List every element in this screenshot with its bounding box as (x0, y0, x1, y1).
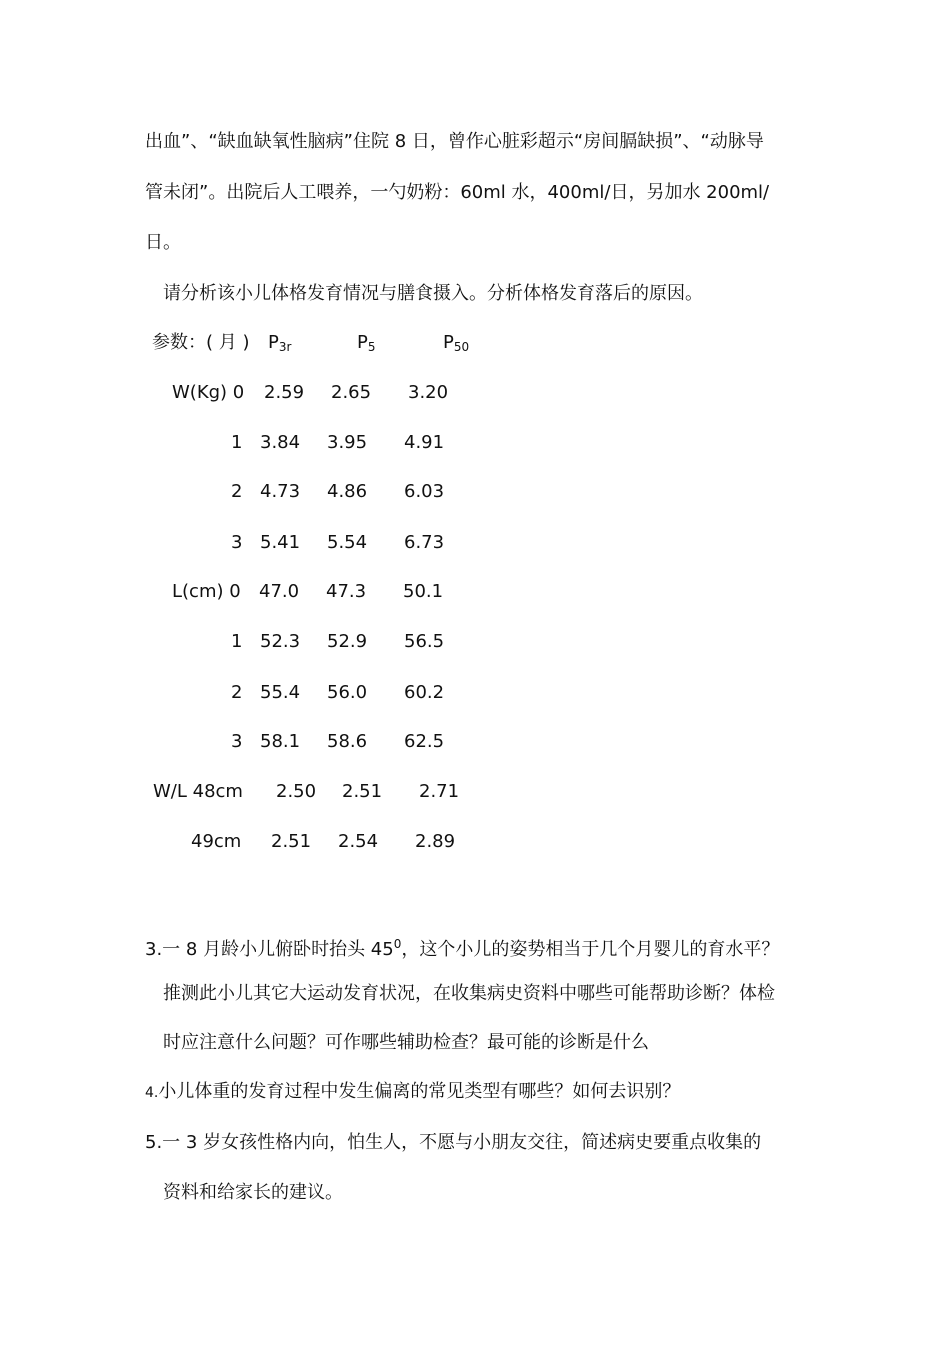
row-p5: 47.3 (326, 581, 367, 602)
row-p5: 58.6 (327, 731, 368, 752)
row-p50: 62.5 (404, 731, 445, 752)
row-p5: 56.0 (327, 682, 368, 703)
row-p50: 4.91 (404, 432, 445, 453)
row-p50: 2.89 (415, 831, 456, 852)
table-header-p5 (357, 331, 376, 359)
question-3-line-2: 推测此小儿其它大运动发育状况，在收集病史资料中哪些可能帮助诊断？体检 (163, 983, 775, 1004)
table-header-p3 (268, 331, 291, 359)
row-p3: 55.4 (260, 682, 301, 703)
row-label: 1 (231, 432, 243, 453)
row-p3: 4.73 (260, 481, 301, 502)
row-p5: 52.9 (327, 631, 368, 652)
row-label: 1 (231, 631, 243, 652)
question-4 (145, 1080, 680, 1105)
intro-line-2: 管未闭”。出院后人工喂养，一勺奶粉：60ml 水，400ml/日，另加水 200ml/ (145, 182, 770, 203)
row-p5: 2.65 (331, 382, 372, 403)
analysis-question: 请分析该小儿体格发育情况与膳食摄入。分析体格发育落后的原因。 (163, 283, 703, 304)
row-p5: 2.51 (342, 781, 383, 802)
p5-base: P (357, 332, 368, 353)
row-label: 2 (231, 481, 243, 502)
row-label: 49cm (191, 831, 242, 852)
row-p5: 5.54 (327, 532, 368, 553)
row-p3: 5.41 (260, 532, 301, 553)
p5-sub: 5 (367, 340, 376, 354)
row-p50: 60.2 (404, 682, 445, 703)
row-p50: 50.1 (403, 581, 444, 602)
row-p50: 56.5 (404, 631, 445, 652)
question-5-line-1: 5.一 3 岁女孩性格内向，怕生人，不愿与小朋友交往，简述病史要重点收集的 (145, 1132, 762, 1153)
row-p50: 2.71 (419, 781, 460, 802)
row-p5: 3.95 (327, 432, 368, 453)
intro-line-1: 出血”、“缺血缺氧性脑病”住院 8 日，曾作心脏彩超示“房间膈缺损”、“动脉导 (145, 131, 764, 152)
p3-base: P (268, 332, 279, 353)
row-label: 3 (231, 532, 243, 553)
row-p3: 52.3 (260, 631, 301, 652)
table-header-p50 (443, 331, 469, 359)
row-p5: 4.86 (327, 481, 368, 502)
q3-text-b: ，这个小儿的姿势相当于几个月婴儿的育水平？ (401, 939, 780, 960)
q3-superscript: 0 (393, 937, 402, 951)
row-p5: 2.54 (338, 831, 379, 852)
p50-base: P (443, 332, 454, 353)
table-header-label: 参数：( 月 ) (152, 332, 250, 353)
row-p3: 3.84 (260, 432, 301, 453)
row-p3: 47.0 (259, 581, 300, 602)
row-p3: 2.59 (264, 382, 305, 403)
row-label: 2 (231, 682, 243, 703)
q4-text: 小儿体重的发育过程中发生偏离的常见类型有哪些？如何去识别？ (158, 1081, 681, 1102)
row-p3: 2.50 (276, 781, 317, 802)
row-label: W(Kg) 0 (172, 382, 245, 403)
row-label: 3 (231, 731, 243, 752)
p50-sub: 50 (453, 340, 470, 354)
row-p50: 3.20 (408, 382, 449, 403)
question-5-line-2: 资料和给家长的建议。 (163, 1182, 343, 1203)
q4-number: 4. (145, 1085, 159, 1101)
row-p50: 6.73 (404, 532, 445, 553)
row-p50: 6.03 (404, 481, 445, 502)
row-label: L(cm) 0 (172, 581, 241, 602)
intro-line-3: 日。 (145, 232, 181, 253)
question-3-line-1 (145, 932, 779, 962)
row-p3: 58.1 (260, 731, 301, 752)
row-p3: 2.51 (271, 831, 312, 852)
q3-text-a: 3.一 8 月龄小儿俯卧时抬头 45 (145, 939, 394, 960)
p3-sub: 3r (278, 340, 292, 354)
question-3-line-3: 时应注意什么问题？可作哪些辅助检查？最可能的诊断是什么 (163, 1032, 649, 1053)
row-label: W/L 48cm (153, 781, 243, 802)
